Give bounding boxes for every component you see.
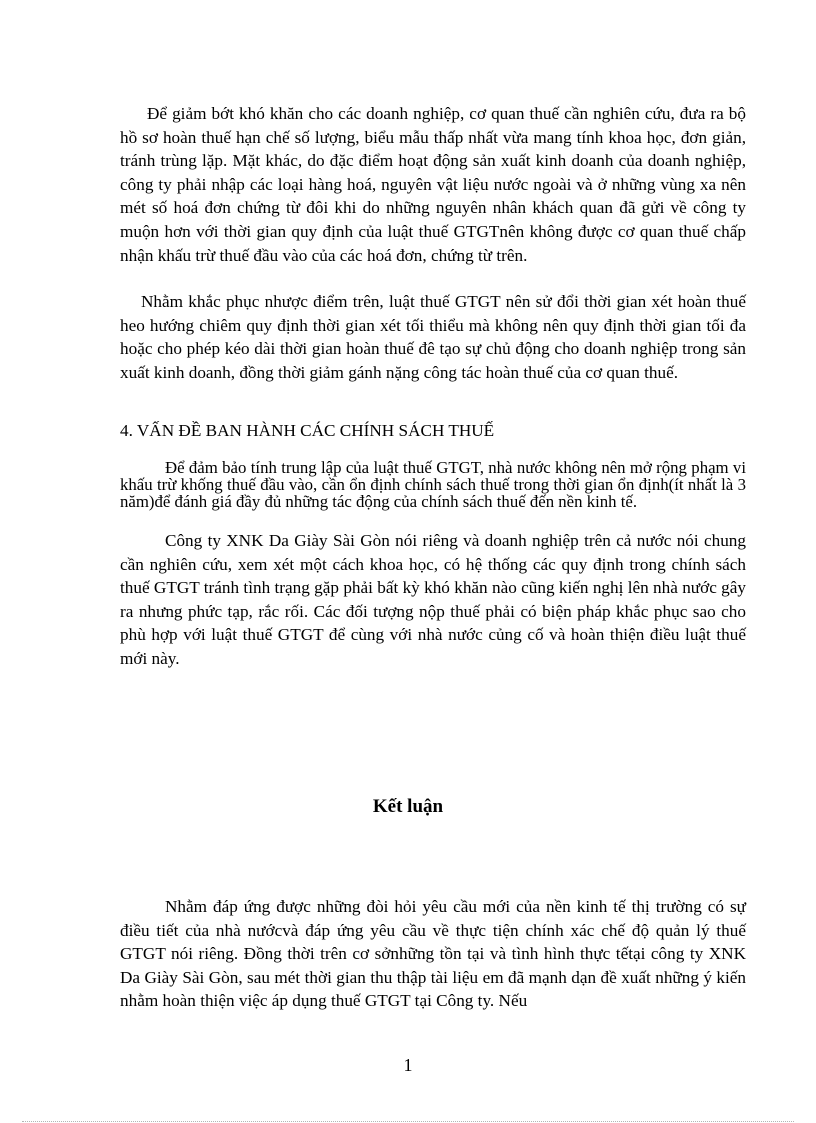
section-heading: 4. VẤN ĐỀ BAN HÀNH CÁC CHÍNH SÁCH THUẾ xyxy=(120,421,495,440)
page-number: 1 xyxy=(403,1055,413,1075)
page-bottom-divider xyxy=(22,1121,794,1122)
paragraph-tax-refund-dossier: Để giảm bớt khó khăn cho các doanh nghiệp, cơ quan thuế cần nghiên cứu, đưa ra bộ hồ sơ hoàn thuế hạn chế số lượng, biểu mẫu thấp nhất vừa mang tính khoa học, đơn giản, tránh trùng lặp. Mặt khác, do đặc điểm hoạt động sản xuất kinh doanh của doanh nghiệp, công ty phải nhập các loại hàng hoá, nguyên vật liệu nước ngoài và ở những vùng xa nên mét số hoá đơn chứng từ đôi khi do những nguyên nhân khách quan đã gửi về công ty muộn hơn với thời gian quy định của luật thuế GTGTnên không được cơ quan thuế chấp nhận khấu trừ thuế đầu vào của các hoá đơn, chứng từ trên. xyxy=(120,104,746,265)
paragraph-refund-time: Nhằm khắc phục nhược điểm trên, luật thuế GTGT nên sử đổi thời gian xét hoàn thuế heo hướng chiêm quy định thời gian xét tối thiểu mà không nên quy định thời gian tối đa hoặc cho phép kéo dài thời gian hoàn thuế đê tạo sự chủ động cho doanh nghiệp trong sản xuất kinh doanh, đồng thời giảm gánh nặng công tác hoàn thuế của cơ quan thuế. xyxy=(120,292,746,382)
conclusion-title: Kết luận xyxy=(372,796,444,817)
paragraph-conclusion: Nhằm đáp ứng được những đòi hỏi yêu cầu mới của nền kinh tế thị trường có sự điều tiết của nhà nướcvà đáp ứng yêu cầu về thực tiện chính xác chế độ quản lý thuế GTGT nói riêng. Đồng thời trên cơ sởnhững tồn tại và tình hình thực tếtại công ty XNK Da Giày Sài Gòn, sau mét thời gian thu thập tài liệu em đã mạnh dạn đề xuất những ý kiến nhằm hoàn thiện việc áp dụng thuế GTGT tại Công ty. Nếu xyxy=(120,897,746,1011)
paragraph-company-recommendation: Công ty XNK Da Giày Sài Gòn nói riêng và doanh nghiệp trên cả nước nói chung cần nghiên cứu, xem xét một cách khoa học, có hệ thống các quy định trong chính sách thuế GTGT tránh tình trạng gặp phải bất kỳ khó khăn nào cũng kiến nghị lên nhà nước gây ra nhưng phức tạp, rắc rối. Các đối tượng nộp thuế phải có biện pháp khắc phục sao cho phù hợp với luật thuế GTGT để cùng với nhà nước củng cố và hoàn thiện điều luật thuế mới này. xyxy=(120,531,746,668)
paragraph-tax-policy-stability: Để đảm bảo tính trung lập của luật thuế GTGT, nhà nước không nên mở rộng phạm vi khấu trừ khống thuế đầu vào, cần ổn định chính sách thuế trong thời gian ổn định(ít nhất là 3 năm)để đánh giá đầy đủ những tác động của chính sách thuế đến nền kinh tế. xyxy=(120,458,746,511)
